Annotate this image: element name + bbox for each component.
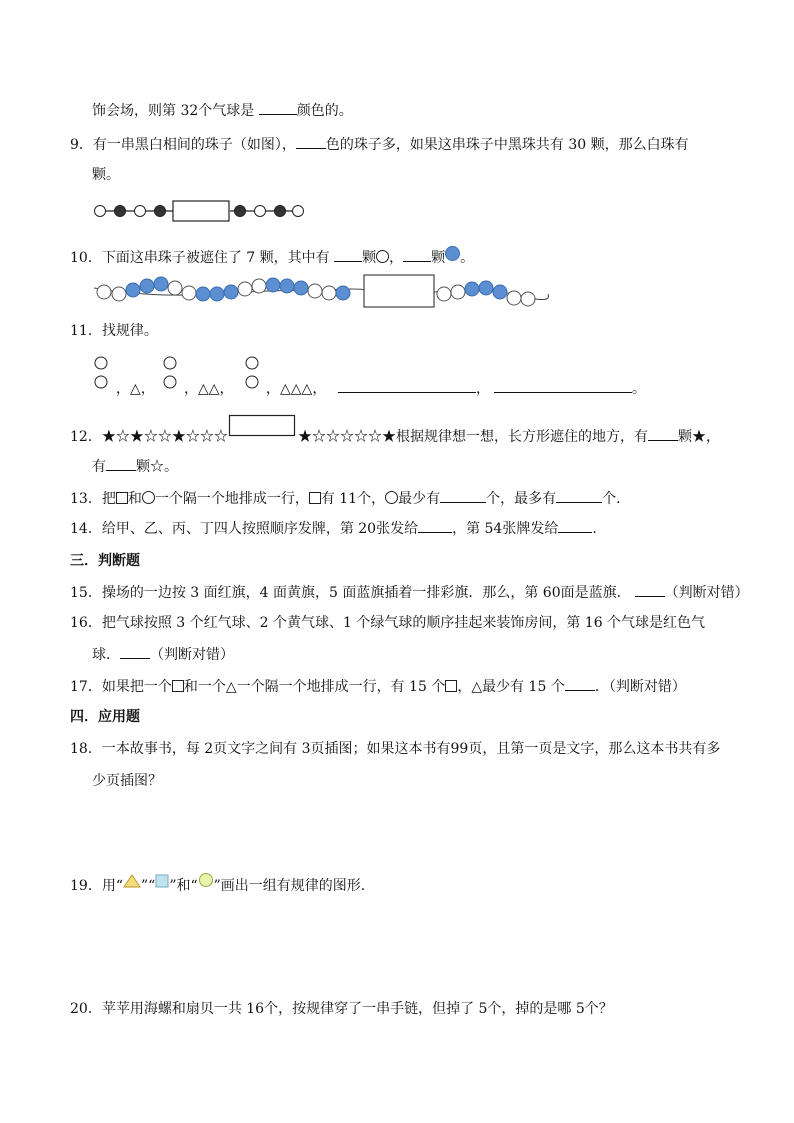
cover-rectangle (173, 201, 229, 221)
answer-blank[interactable] (556, 490, 602, 503)
white-bead (135, 206, 146, 217)
circle-shape (95, 376, 107, 388)
triangle-icon (123, 874, 141, 888)
q12-line2: 有 颗☆。 (92, 459, 178, 475)
circle-shape (246, 357, 258, 369)
white-bead (255, 206, 266, 217)
blue-bead (479, 281, 493, 295)
white-bead (293, 206, 304, 217)
q16-line2: 球． （判断对错） (92, 647, 234, 663)
answer-blank[interactable] (418, 520, 452, 533)
answer-blank[interactable] (494, 380, 632, 393)
question-14: 14．给甲、乙、丙、丁四人按照顺序发牌，第 20张发给 ，第 54张牌发给 . (70, 521, 597, 537)
bead-string-figure (90, 198, 310, 224)
answer-blank[interactable] (648, 428, 678, 441)
answer-blank[interactable] (403, 249, 431, 262)
bead-chain-figure (92, 272, 552, 312)
q9-line2: 颗。 (92, 167, 120, 183)
square-icon (155, 874, 169, 888)
blue-bead (336, 286, 350, 300)
answer-blank[interactable] (635, 584, 665, 597)
answer-blank[interactable] (558, 520, 592, 533)
black-bead (115, 206, 126, 217)
white-bead (437, 287, 451, 301)
circle-shape (164, 357, 176, 369)
question-18: 18．一本故事书，每 2页文字之间有 3页插图；如果这本书有99页，且第一页是文字，那么这本书共有多 (70, 741, 721, 757)
circle-shape (164, 376, 176, 388)
square-icon (116, 492, 128, 504)
question-20: 20．苹苹用海螺和扇贝一共 16个，按规律穿了一串手链，但掉了 5个，掉的是哪 5个？ (70, 1001, 613, 1017)
answer-blank[interactable] (565, 678, 595, 691)
q12-text: ★☆☆☆☆☆★根据规律想一想，长方形遮住的地方，有 颗★， (298, 429, 720, 445)
answer-blank[interactable] (259, 102, 297, 115)
circle-icon (142, 491, 155, 504)
circle-shape (95, 357, 107, 369)
black-bead (235, 206, 246, 217)
square-icon (172, 680, 184, 692)
square-icon (445, 680, 457, 692)
answer-blank[interactable] (296, 136, 326, 149)
question-16: 16．把气球按照 3 个红气球、2 个黄气球、1 个绿气球的顺序挂起来装饰房间，第 16 个气球是红色气 (70, 615, 706, 631)
blue-bead (224, 285, 238, 299)
q11-sep: ，△△△， (266, 381, 327, 397)
white-bead (168, 281, 182, 295)
circle-shape (246, 376, 258, 388)
blue-bead (493, 285, 507, 299)
circle-icon (198, 872, 214, 888)
q18-line2: 少页插图？ (92, 773, 162, 789)
white-bead (95, 206, 106, 217)
blue-bead (266, 278, 280, 292)
white-bead (97, 285, 111, 299)
white-bead (507, 291, 521, 305)
q11-sep: ，△， (116, 381, 155, 397)
white-bead (521, 292, 535, 306)
blue-bead (210, 287, 224, 301)
blue-bead (280, 279, 294, 293)
answer-blank[interactable] (106, 458, 136, 471)
blue-bead (294, 281, 308, 295)
black-bead (275, 206, 286, 217)
section-heading-application: 四．应用题 (70, 709, 140, 725)
blue-bead (140, 279, 154, 293)
q11-answers: ， 。 (338, 380, 646, 398)
answer-blank[interactable] (338, 380, 476, 393)
cover-rectangle (229, 415, 297, 437)
section-heading-judgement: 三．判断题 (70, 553, 140, 569)
answer-blank[interactable] (120, 646, 150, 659)
question-12: 12．★☆★☆☆★☆☆☆ (70, 429, 228, 445)
blue-bead (465, 282, 479, 296)
white-bead (322, 286, 336, 300)
question-17: 17．如果把一个 和一个△一个隔一个地排成一行，有 15 个 ，△最少有 15 个 ．（判断对错） (70, 679, 686, 695)
blue-bead (126, 283, 140, 297)
question-13: 13．把 和 一个隔一个地排成一行， 有 11个， 最少有 个，最多有 个． (70, 491, 631, 507)
answer-blank[interactable] (440, 490, 486, 503)
white-bead (182, 286, 196, 300)
white-bead (112, 287, 126, 301)
circle-icon (385, 491, 398, 504)
q11-sep: ，△△， (184, 381, 234, 397)
answer-blank[interactable] (334, 249, 362, 262)
q8-line: 饰会场，则第 32个气球是 颜色的。 (92, 103, 353, 119)
black-bead (155, 206, 166, 217)
blue-bead-icon (445, 246, 460, 261)
question-9: 9．有一串黑白相间的珠子（如图）， 色的珠子多，如果这串珠子中黑珠共有 30 颗，那么白珠有 (70, 137, 689, 153)
square-icon (309, 492, 321, 504)
question-15: 15．操场的一边按 3 面红旗，4 面黄旗，5 面蓝旗插着一排彩旗．那么，第 60面是蓝旗． （判断对错） (70, 585, 749, 601)
question-10: 10．下面这串珠子被遮住了 7 颗，其中有 颗 ， 颗 。 (70, 246, 474, 267)
question-19: 19．用“ ”“ ”和“ ”画出一组有规律的图形. (70, 872, 365, 895)
white-bead (451, 285, 465, 299)
blue-bead (196, 287, 210, 301)
white-bead (238, 282, 252, 296)
white-bead (252, 279, 266, 293)
white-circle-icon (376, 250, 389, 263)
blue-bead (154, 277, 168, 291)
cover-rectangle (364, 275, 434, 307)
question-11: 11．找规律。 (70, 323, 158, 339)
white-bead (308, 284, 322, 298)
